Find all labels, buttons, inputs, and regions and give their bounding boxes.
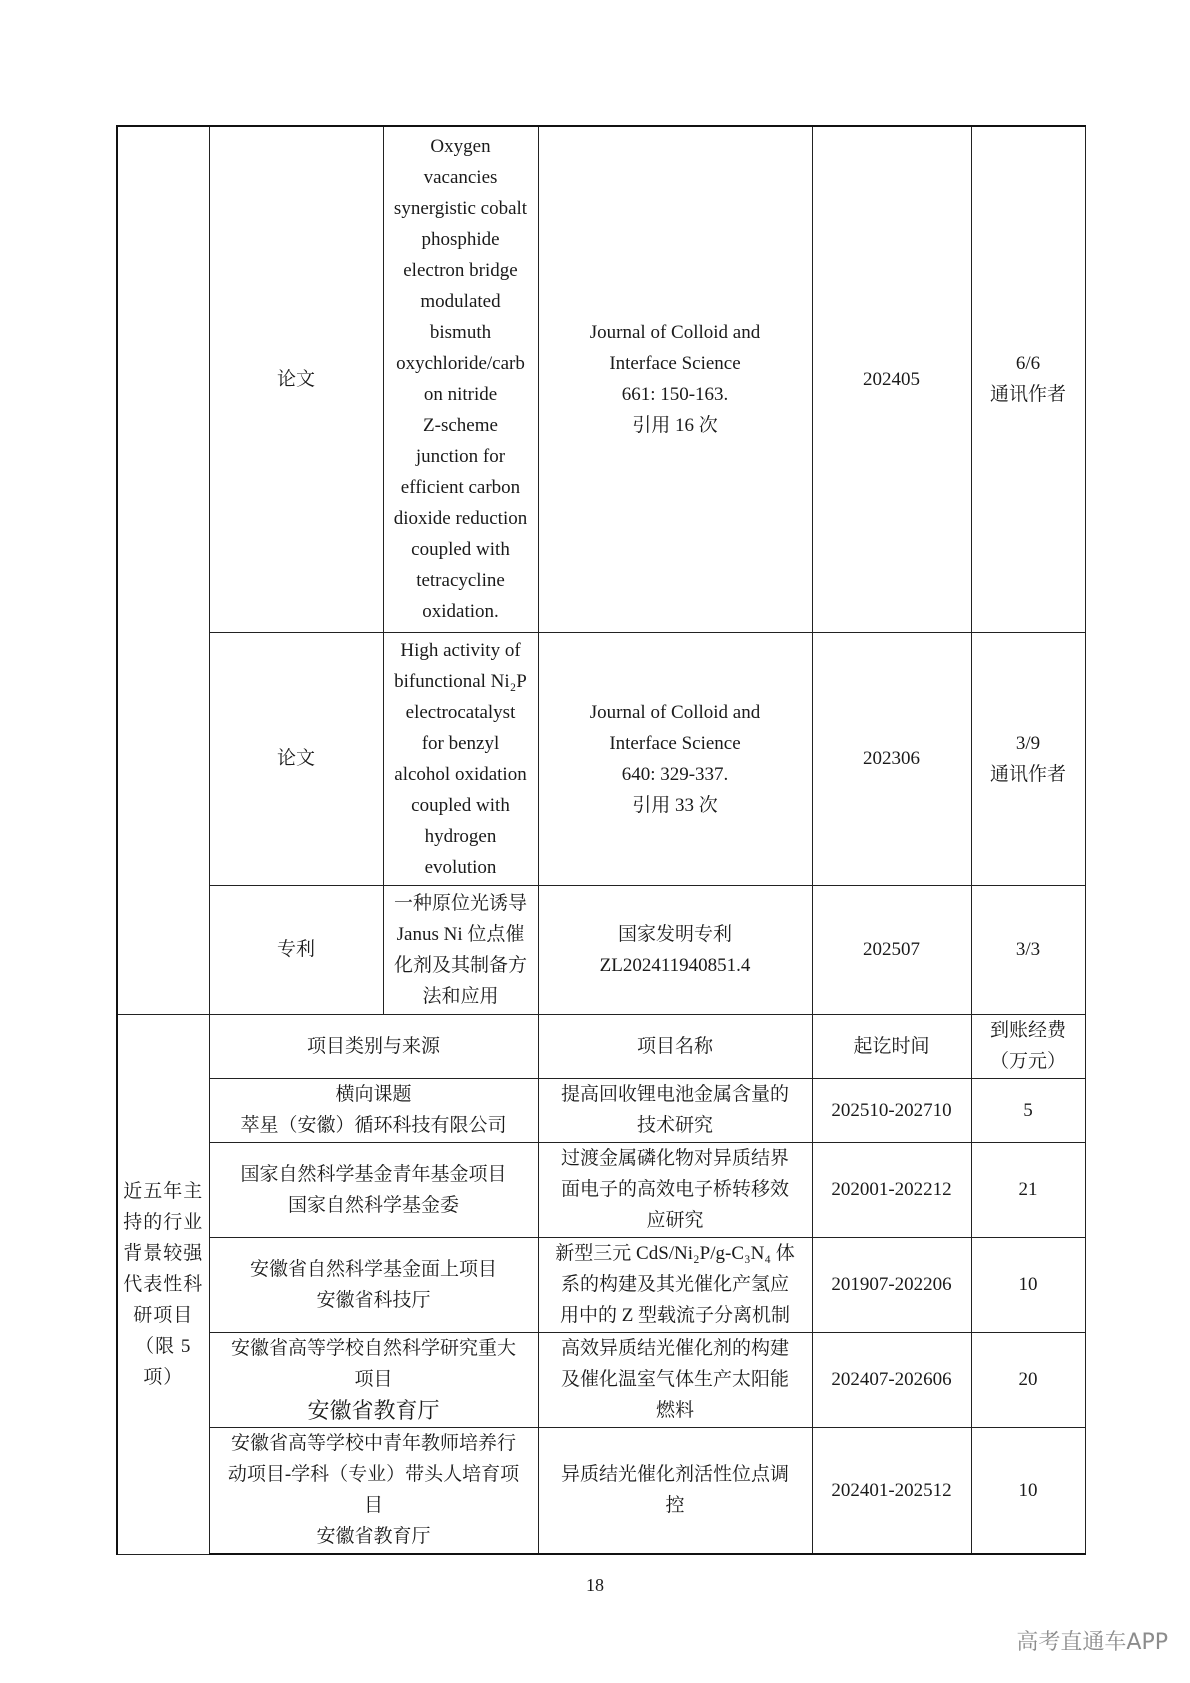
project-category: 横向课题 萃星（安徽）循环科技有限公司 [209, 1078, 538, 1142]
project-period: 202510-202710 [812, 1078, 971, 1142]
project-name: 提高回收锂电池金属含量的 技术研究 [538, 1078, 812, 1142]
projects-header-row [117, 1014, 1085, 1078]
output-venue: 国家发明专利 ZL202411940851.4 [538, 885, 812, 1014]
projects-section-label: 近五年主 持的行业 背景较强 代表性科 研项目 （限 5 项） [117, 1014, 209, 1554]
achievements-table [116, 125, 1086, 1555]
output-date: 202507 [812, 885, 971, 1014]
project-period: 202001-202212 [812, 1142, 971, 1237]
project-name: 异质结光催化剂活性位点调 控 [538, 1427, 812, 1554]
project-row [117, 1427, 1085, 1554]
output-date: 202306 [812, 632, 971, 885]
project-funding: 5 [971, 1078, 1085, 1142]
output-venue: Journal of Colloid and Interface Science 640: 329-337. 引用 33 次 [538, 632, 812, 885]
header-category: 项目类别与来源 [209, 1014, 538, 1078]
output-type: 专利 [209, 885, 383, 1014]
output-date: 202405 [812, 126, 971, 632]
project-name: 过渡金属磷化物对异质结界 面电子的高效电子桥转移效 应研究 [538, 1142, 812, 1237]
project-funding: 10 [971, 1237, 1085, 1332]
output-author-rank: 6/6 通讯作者 [971, 126, 1085, 632]
header-name: 项目名称 [538, 1014, 812, 1078]
project-category: 国家自然科学基金青年基金项目 国家自然科学基金委 [209, 1142, 538, 1237]
project-row [117, 1142, 1085, 1237]
project-funding: 10 [971, 1427, 1085, 1554]
project-name: 新型三元 CdS/Ni₂P/g-C₃N₄ 体 系的构建及其光催化产氢应 用中的 Z 型载流子分离机制 [538, 1237, 812, 1332]
project-row [117, 1332, 1085, 1427]
project-period: 201907-202206 [812, 1237, 971, 1332]
project-category: 安徽省高等学校中青年教师培养行 动项目-学科（专业）带头人培育项 目 安徽省教育厅 [209, 1427, 538, 1554]
project-period: 202401-202512 [812, 1427, 971, 1554]
output-title: Oxygen vacancies synergistic cobalt phosphide electron bridge modulated bismuth oxychloride/carb on nitride Z-scheme junction for efficient carbon dioxide reduction coupled with tetracycline oxidation. [383, 126, 538, 632]
output-type: 论文 [209, 126, 383, 632]
output-row [117, 126, 1085, 632]
project-category: 安徽省自然科学基金面上项目 安徽省科技厅 [209, 1237, 538, 1332]
output-venue: Journal of Colloid and Interface Science 661: 150-163. 引用 16 次 [538, 126, 812, 632]
project-row [117, 1237, 1085, 1332]
project-name: 高效异质结光催化剂的构建 及催化温室气体生产太阳能 燃料 [538, 1332, 812, 1427]
output-row [117, 632, 1085, 885]
project-category: 安徽省高等学校自然科学研究重大 项目 安徽省教育厅 [209, 1332, 538, 1427]
header-funding: 到账经费 （万元） [971, 1014, 1085, 1078]
output-title: 一种原位光诱导 Janus Ni 位点催 化剂及其制备方 法和应用 [383, 885, 538, 1014]
output-title: High activity of bifunctional Ni₂P electrocatalyst for benzyl alcohol oxidation coupled with hydrogen evolution [383, 632, 538, 885]
page-number: 18 [586, 1575, 604, 1595]
project-funding: 21 [971, 1142, 1085, 1237]
continued-section-cell [117, 126, 209, 1014]
project-row [117, 1078, 1085, 1142]
output-row [117, 885, 1085, 1014]
output-author-rank: 3/9 通讯作者 [971, 632, 1085, 885]
output-author-rank: 3/3 [971, 885, 1085, 1014]
watermark: 高考直通车APP [1016, 1630, 1168, 1655]
output-type: 论文 [209, 632, 383, 885]
header-period: 起讫时间 [812, 1014, 971, 1078]
project-funding: 20 [971, 1332, 1085, 1427]
project-period: 202407-202606 [812, 1332, 971, 1427]
